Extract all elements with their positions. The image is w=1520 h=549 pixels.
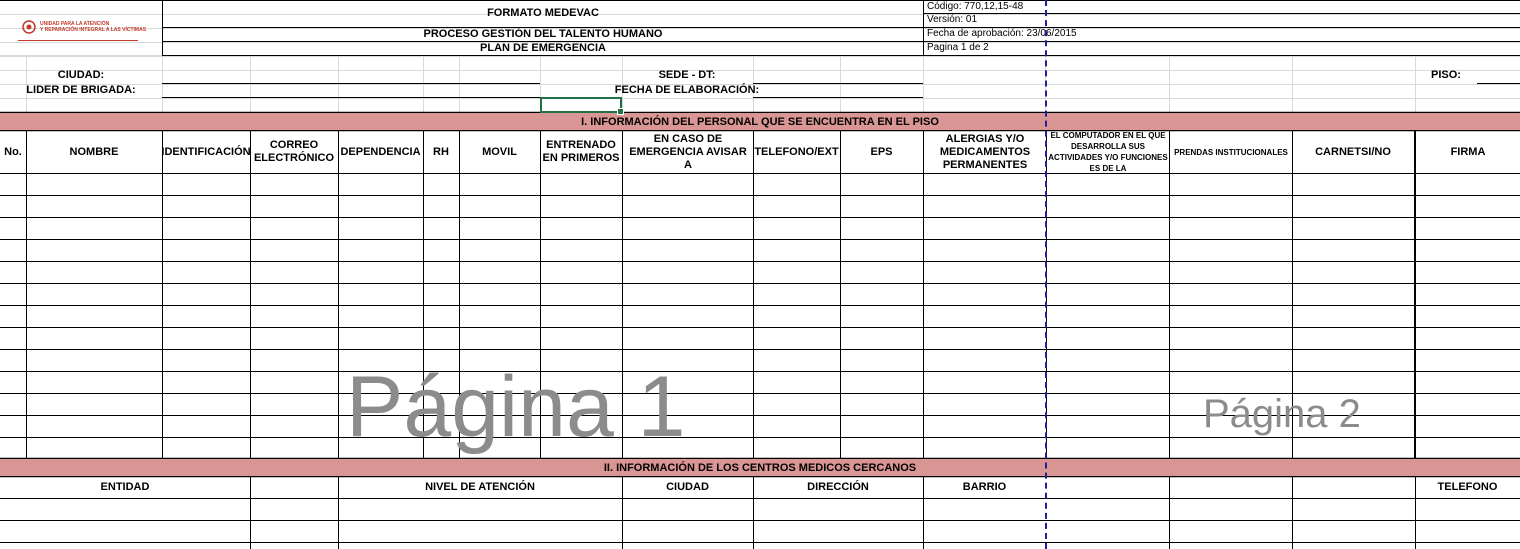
col-header-garments: PRENDAS INSTITUCIONALES [1174, 147, 1288, 157]
col2-header-care-level: NIVEL DE ATENCIÓN [425, 480, 535, 493]
doc-version: Versión: 01 [927, 14, 978, 25]
col-header-department: DEPENDENCIA [340, 145, 421, 158]
col-header-phone-ext: TELEFONO/EXT [754, 145, 839, 158]
col-header-no: No. [4, 145, 22, 158]
brigade-leader-label: LIDER DE BRIGADA: [26, 84, 136, 96]
format-title: FORMATO MEDEVAC [487, 7, 599, 19]
date-label: FECHA DE ELABORACIÓN: [614, 84, 760, 96]
plan-title: PLAN DE EMERGENCIA [480, 42, 606, 54]
col2-header-phone: TELEFONO [1437, 480, 1498, 493]
col-header-trained: ENTRENADO EN PRIMEROS [542, 139, 620, 164]
col2-header-neighborhood: BARRIO [962, 480, 1007, 493]
col-header-rh: RH [433, 145, 449, 158]
col2-header-city: CIUDAD [666, 480, 709, 493]
col-header-allergies: ALERGIAS Y/O MEDICAMENTOS PERMANENTES [939, 132, 1031, 171]
doc-approval-date: Fecha de aprobación: 23/06/2015 [927, 28, 1077, 39]
col-header-email: CORREO ELECTRÓNICO [253, 139, 335, 164]
doc-page: Pagina 1 de 2 [927, 42, 989, 53]
logo-underline [18, 40, 138, 41]
col-header-mobile: MOVIL [482, 145, 517, 158]
col2-header-address: DIRECCIÓN [807, 480, 869, 493]
logo-line-1: UNIDAD PARA LA ATENCIÓN [40, 21, 110, 27]
col-header-emergency-contact: EN CASO DE EMERGENCIA AVISAR A [629, 132, 747, 171]
col-header-eps: EPS [870, 145, 893, 158]
process-title: PROCESO GESTIÓN DEL TALENTO HUMANO [423, 28, 663, 40]
section1-title [0, 116, 1520, 129]
col-header-name: NOMBRE [69, 145, 119, 158]
col-header-id-card: CARNETSI/NO [1315, 145, 1391, 158]
selected-cell[interactable] [540, 97, 622, 113]
logo [18, 12, 158, 46]
page-1-watermark: Página 1 [346, 359, 686, 455]
section1-title-text: I. INFORMACIÓN DEL PERSONAL QUE SE ENCUENTRA EN EL PISO [581, 116, 939, 128]
col2-header-entity: ENTIDAD [100, 480, 150, 493]
city-label: CIUDAD: [57, 69, 105, 81]
page-break-line [1045, 0, 1047, 549]
col-header-signature: FIRMA [1450, 145, 1486, 158]
logo-line-2: Y REPARACIÓN INTEGRAL A LAS VÍCTIMAS [40, 27, 147, 33]
col-header-computer: EL COMPUTADOR EN EL QUE DESARROLLA SUS ACTIVIDADES Y/O FUNCIONES ES DE LA [1048, 131, 1168, 173]
page-2-watermark: Página 2 [1203, 392, 1361, 436]
logo-shield-icon [22, 20, 36, 34]
floor-label: PISO: [1431, 69, 1461, 81]
doc-code: Código: 770,12,15-48 [927, 1, 1024, 12]
col-header-id: IDENTIFICACIÓN [161, 145, 251, 158]
site-label: SEDE - DT: [658, 69, 716, 81]
section2-title: II. INFORMACIÓN DE LOS CENTROS MEDICOS CERCANOS [603, 462, 917, 474]
